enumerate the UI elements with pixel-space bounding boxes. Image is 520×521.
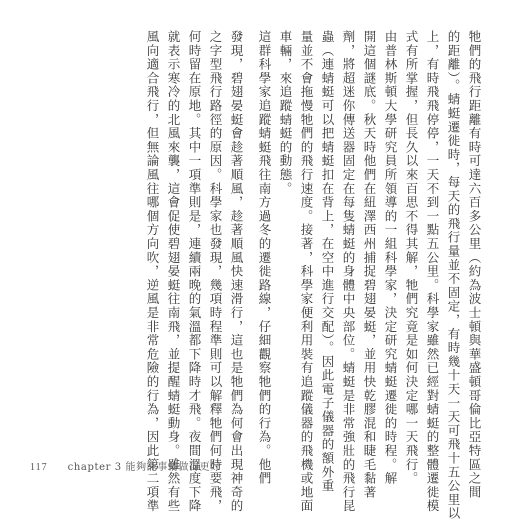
- text-column-3: 上，有時飛飛停停，一天不到一點五公里。科學家雖然已經對蜻蜓的整體遷徙模: [425, 30, 440, 513]
- text-column-10: 車輛，來追蹤蜻蜓的動態。: [278, 30, 293, 196]
- text-column-16: 風向適合飛行，但無論風往哪個方向吹，逆風是非常危險的行為，因此第二項準: [145, 30, 160, 513]
- text-column-5: 由普林斯頓大學研究員所領導的一組科學家，決定研究蜻蜓遷徙的時程。解: [383, 30, 398, 486]
- text-column-15: 就表示寒冷的北風來襲，這會促使碧翅晏蜓往南飛，並提醒蜻蜓動身。雖然有些: [166, 30, 181, 513]
- text-column-14: 何時留在原地。其中一項準則是，連續兩晚的氣溫都下降時才飛。夜間溫度下降: [187, 30, 202, 513]
- page-number: 117: [30, 462, 48, 473]
- page-footer: [30, 458, 221, 473]
- chapter-title: chapter 3 能夠能事情做得更好: [67, 462, 221, 473]
- text-column-11: 這群科學家追蹤蜻蜓飛往南方過冬的遷徙路線，仔細觀察牠們的行為。他們: [257, 30, 272, 486]
- text-column-9: 量並不會拖慢牠們的飛行速度。接著，科學家便利用裝有追蹤儀器的飛機或地面: [299, 30, 314, 513]
- text-column-1: 牠們的飛行距離有時可達六百多公里（約為波士頓與華盛頓哥倫比亞特區之間: [467, 30, 482, 500]
- text-column-4: 式有所掌握，但長久以來百思不得其解，牠們究竟是如何決定哪一天飛行。: [404, 30, 419, 486]
- text-column-8: 蟲（連蜻蜓可以把蜻蜓扣在背上，在空中進行交配）。因此電子儀器的額外重: [320, 30, 335, 493]
- text-column-13: 之字型飛行路徑的原因。科學家也發現，幾項時程準則可以解釋牠們何時要飛，: [208, 30, 223, 513]
- text-column-7: 劑，將超迷你傳送器固定在每隻蜻蜓的身體中央部位。蜻蜓是非常強壯的飛行昆: [341, 30, 356, 513]
- text-column-6: 開這個謎底。秋天時他們在紐澤西州捕捉碧翅晏蜓，並用快乾膠混和睫毛黏著: [362, 30, 377, 500]
- text-column-12: 發現，碧翅晏蜓會趁著順風，趁著順風快速滑行，這也是牠們為何會出現神奇的: [229, 30, 244, 513]
- text-column-2: 的距離）。蜻蜓遷徙時，每天的飛行量並不固定，有時幾十天一天可飛十五公里以: [446, 30, 461, 521]
